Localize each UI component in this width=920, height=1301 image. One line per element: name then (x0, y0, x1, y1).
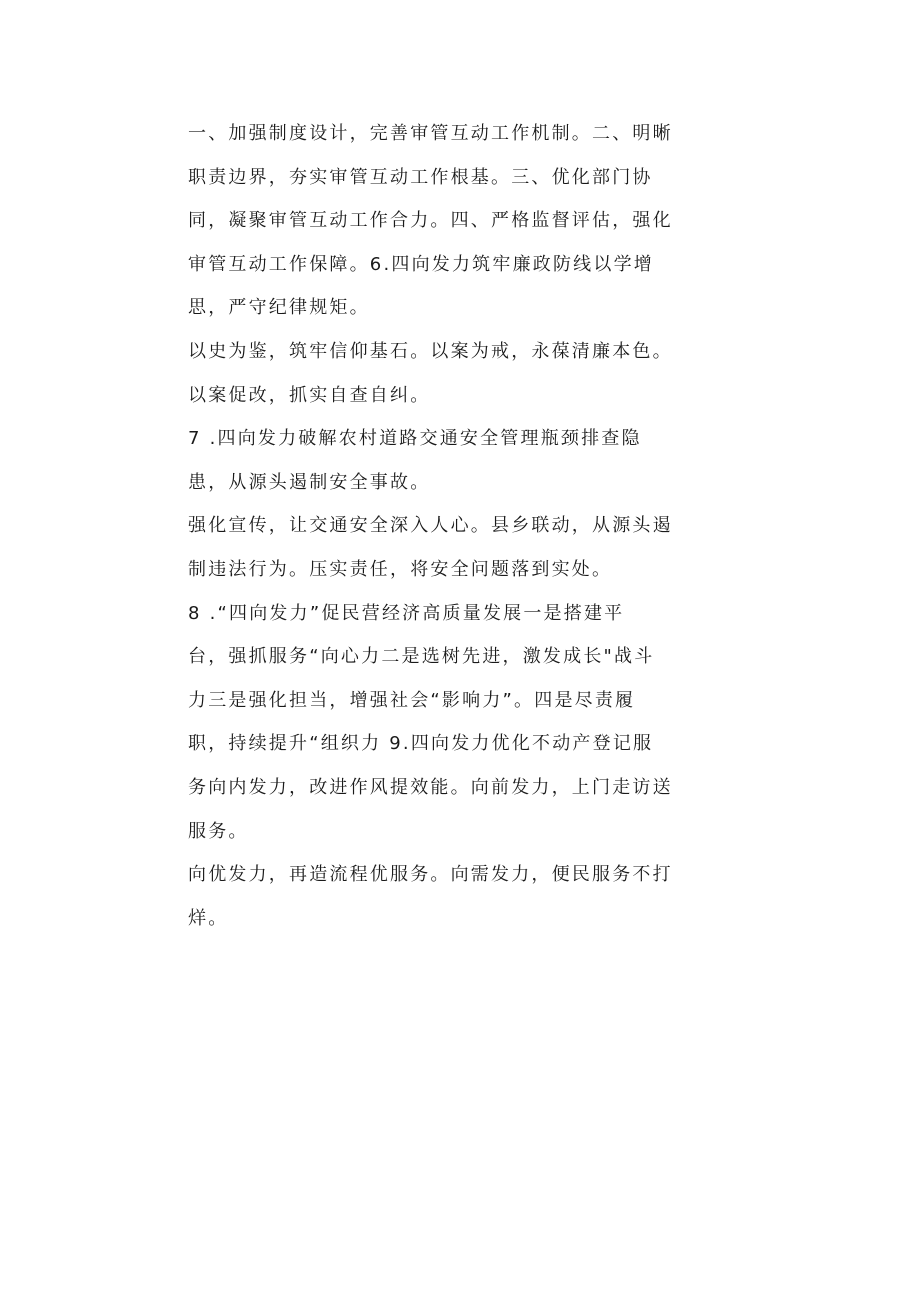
text-line: 服务。 (188, 820, 249, 842)
text-line: 一、加强制度设计，完善审管互动工作机制。二、明晰 (188, 123, 673, 144)
body-text (188, 112, 688, 940)
text-line: 审管互动工作保障。6.四向发力筑牢廉政防线以学增 (188, 253, 654, 275)
text-line: 患，从源头遏制安全事故。 (188, 471, 431, 493)
text-line: 8 .“四向发力”促民营经济高质量发展一是搭建平 (188, 602, 625, 624)
text-line: 职，持续提升“组织力 9.四向发力优化不动产登记服 (188, 733, 654, 755)
text-line: 烊。 (188, 907, 229, 929)
text-line: 以案促改，抓实自查自纠。 (188, 384, 431, 406)
text-line: 台，强抓服务“向心力二是选树先进，激发成长"战斗 (188, 646, 655, 668)
text-line: 思，严守纪律规矩。 (188, 297, 370, 319)
text-line: 向优发力，再造流程优服务。向需发力，便民服务不打 (188, 864, 673, 886)
text-line: 职责边界，夯实审管互动工作根基。三、优化部门协 (188, 166, 653, 188)
text-line: 制违法行为。压实责任，将安全问题落到实处。 (188, 558, 613, 580)
text-line: 同，凝聚审管互动工作合力。四、严格监督评估，强化 (188, 210, 673, 232)
text-line: 务向内发力，改进作风提效能。向前发力，上门走访送 (188, 776, 673, 798)
text-line: 7 .四向发力破解农村道路交通安全管理瓶颈排查隐 (188, 428, 642, 450)
text-line: 强化宣传，让交通安全深入人心。县乡联动，从源头遏 (188, 515, 673, 537)
text-line: 力三是强化担当，增强社会“影响力”。四是尽责履 (188, 689, 636, 711)
text-line: 以史为鉴，筑牢信仰基石。以案为戒，永葆清廉本色。 (188, 340, 673, 362)
